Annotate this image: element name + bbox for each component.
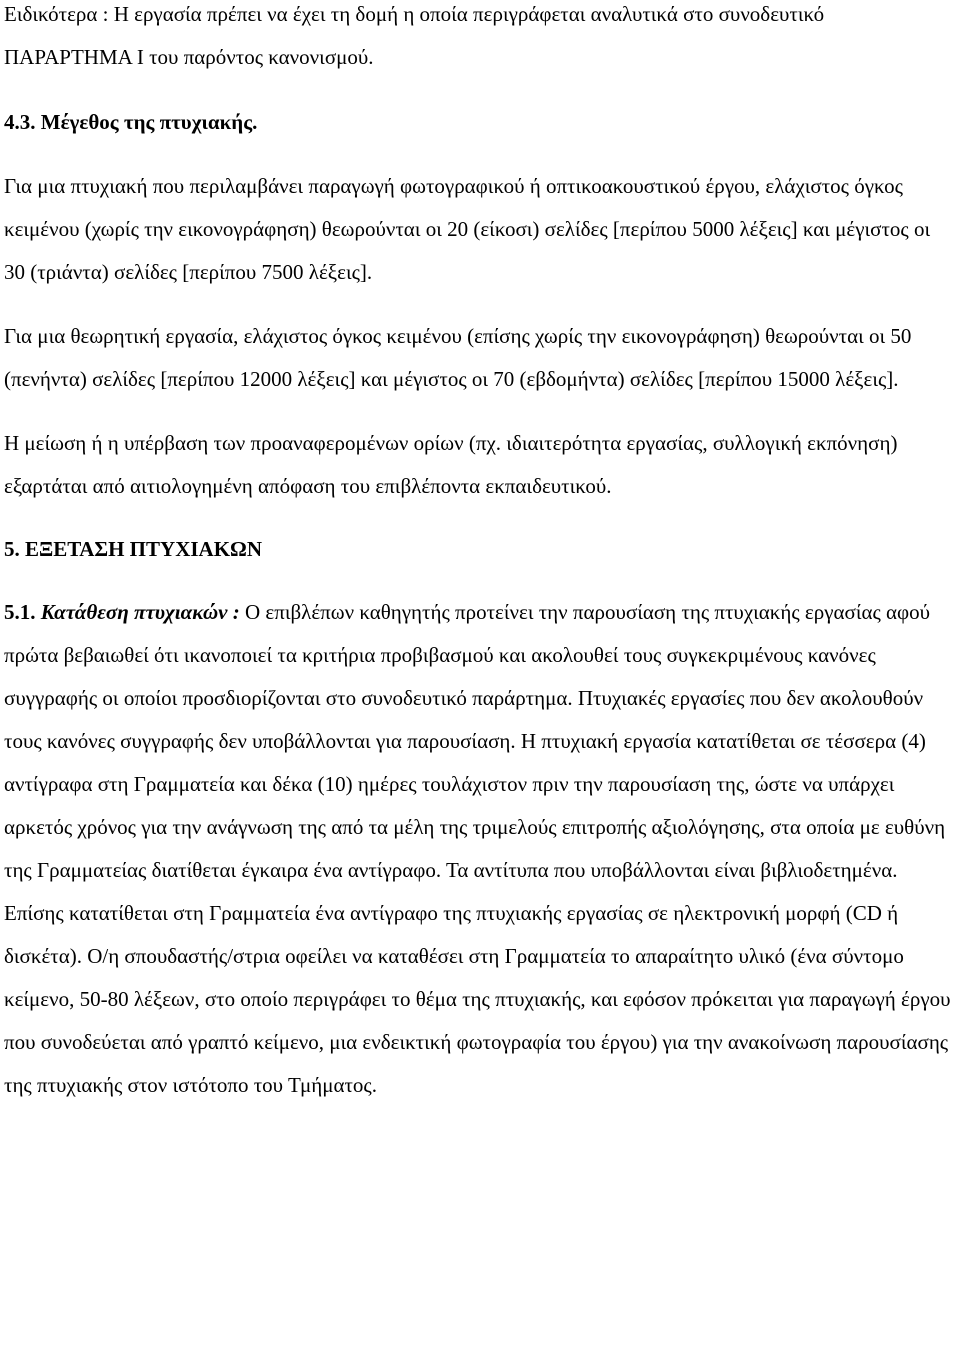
section-5-1-title: Κατάθεση πτυχιακών : [40, 600, 240, 624]
intro-paragraph: Ειδικότερα : Η εργασία πρέπει να έχει τη δομή η οποία περιγράφεται αναλυτικά στο συνοδευτικό ΠΑΡΑΡΤΗΜΑ Ι του παρόντος κανονισμού. [4, 2, 825, 69]
paragraph-practical-thesis-size: Για μια πτυχιακή που περιλαμβάνει παραγωγή φωτογραφικού ή οπτικοακουστικού έργου, ελάχιστος όγκος κειμένου (χωρίς την εικονογράφηση) θεωρούνται οι 20 (είκοσι) σελίδες [περίπου 5000 λέξεις] και μέγιστος οι 30 (τριάντα) σελίδες [περίπου 7500 λέξεις]. [4, 174, 931, 284]
section-5-1-paragraph [4, 591, 956, 1107]
paragraph-size-limits-exception: Η μείωση ή η υπέρβαση των προαναφερομένων ορίων (πχ. ιδιαιτερότητα εργασίας, συλλογική εκπόνηση) εξαρτάται από αιτιολογημένη απόφαση του επιβλέποντα εκπαιδευτικού. [4, 431, 898, 498]
section-4-3-heading: 4.3. Μέγεθος της πτυχιακής. [4, 110, 258, 134]
section-5-heading: 5. ΕΞΕΤΑΣΗ ΠΤΥΧΙΑΚΩΝ [4, 537, 263, 561]
section-5-1-number: 5.1. [4, 600, 41, 624]
paragraph-theoretical-thesis-size: Για μια θεωρητική εργασία, ελάχιστος όγκος κειμένου (επίσης χωρίς την εικονογράφηση) θεωρούνται οι 50 (πενήντα) σελίδες [περίπου 12000 λέξεις] και μέγιστος οι 70 (εβδομήντα) σελίδες [περίπου 15000 λέξεις]. [4, 324, 912, 391]
section-5-1-body: Ο επιβλέπων καθηγητής προτείνει την παρουσίαση της πτυχιακής εργασίας αφού πρώτα βεβαιωθεί ότι ικανοποιεί τα κριτήρια προβιβασμού και ακολουθεί τους συγκεκριμένους κανόνες συγγραφής οι οποίοι προσδιορίζονται στο συνοδευτικό παράρτημα. Πτυχιακές εργασίες που δεν ακολουθούν τους κανόνες συγγραφής δεν υποβάλλονται για παρουσίαση. Η πτυχιακή εργασία κατατίθεται σε τέσσερα (4) αντίγραφα στη Γραμματεία και δέκα (10) ημέρες τουλάχιστον πριν την παρουσίαση της, ώστε να υπάρχει αρκετός χρόνος για την ανάγνωση της από τα μέλη της τριμελούς επιτροπής αξιολόγησης, στα οποία με ευθύνη της Γραμματείας διατίθεται έγκαιρα ένα αντίγραφο. Τα αντίτυπα που υποβάλλονται είναι βιβλιοδετημένα. Επίσης κατατίθεται στη Γραμματεία ένα αντίγραφο της πτυχιακής εργασίας σε ηλεκτρονική μορφή (CD ή δισκέτα). Ο/η σπουδαστής/στρια οφείλει να καταθέσει στη Γραμματεία το απαραίτητο υλικό (ένα σύντομο κείμενο, 50-80 λέξεων, στο οποίο περιγράφει το θέμα της πτυχιακής, και εφόσον πρόκειται για παραγωγή έργου που συνοδεύεται από γραπτό κείμενο, μια ενδεικτική φωτογραφία του έργου) για την ανακοίνωση παρουσίασης της πτυχιακής στον ιστότοπο του Τμήματος. [4, 600, 951, 1097]
